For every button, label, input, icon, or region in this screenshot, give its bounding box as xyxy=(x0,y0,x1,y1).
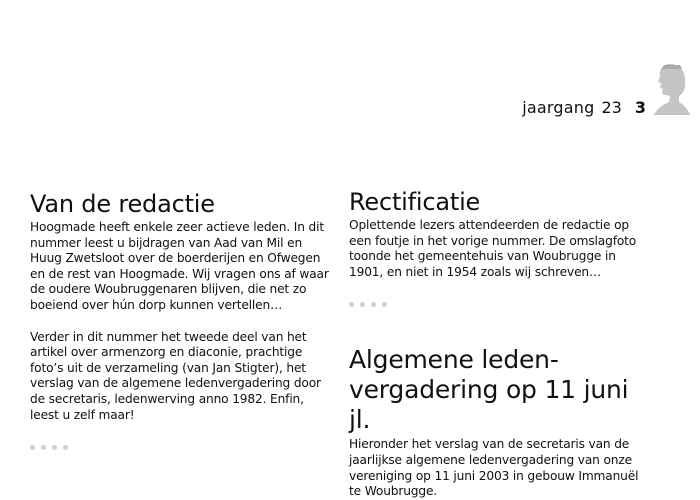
page-number: 3 xyxy=(634,98,646,117)
rectificatie-section xyxy=(349,188,649,307)
divider-dot xyxy=(41,445,46,450)
vergadering-text: Hieronder het verslag van de secretaris van de jaarlijkse algemene ledenvergadering van onze vereniging op 11 juni 2003 in gebouw Immanuël te Woubrugge. xyxy=(349,437,639,499)
divider-dot xyxy=(382,302,387,307)
editorial-column xyxy=(30,190,330,450)
rectificatie-title: Rectificatie xyxy=(349,188,481,216)
silhouette-head-icon xyxy=(652,60,692,116)
divider-dot xyxy=(371,302,376,307)
editorial-paragraph-2: Verder in dit nummer het tweede deel van het artikel over armenzorg en diaconie, prachtige foto’s uit de verzameling (van Jan Stigter), het verslag van de algemene ledenvergadering door de secretaris, ledenwerving anno 1982. Enfin, leest u zelf maar! xyxy=(30,329,321,422)
section-divider-dots xyxy=(30,445,330,450)
vergadering-section xyxy=(349,345,649,499)
volume-label: jaargang xyxy=(522,98,595,117)
divider-dot xyxy=(30,445,35,450)
divider-dot xyxy=(63,445,68,450)
editorial-paragraph-1: Hoogmade heeft enkele zeer actieve leden. In dit nummer leest u bijdragen van Aad van Mil en Huug Zwetsloot over de boerderijen en Ofwegen en de rest van Hoogmade. Wij vragen ons af waar de oudere Woubruggenaren blijven, die net zo boeiend over hún dorp kunnen vertellen… xyxy=(30,220,329,312)
vergadering-title-line-2: vergadering op 11 juni jl. xyxy=(349,375,629,435)
vergadering-title-line-1: Algemene leden- xyxy=(349,345,559,375)
vergadering-title xyxy=(349,345,649,435)
rectificatie-text: Oplettende lezers attendeerden de redactie op een foutje in het vorige nummer. De omslagfoto toonde het gemeentehuis van Woubrugge in 1901, en niet in 1954 zoals wij schreven… xyxy=(349,218,637,279)
divider-dot xyxy=(52,445,57,450)
page-header xyxy=(522,98,646,117)
divider-dot xyxy=(349,302,354,307)
news-column xyxy=(349,188,649,500)
divider-dot xyxy=(360,302,365,307)
editorial-title: Van de redactie xyxy=(30,190,215,218)
section-divider-dots xyxy=(349,302,649,307)
volume-number: 23 xyxy=(601,98,622,117)
